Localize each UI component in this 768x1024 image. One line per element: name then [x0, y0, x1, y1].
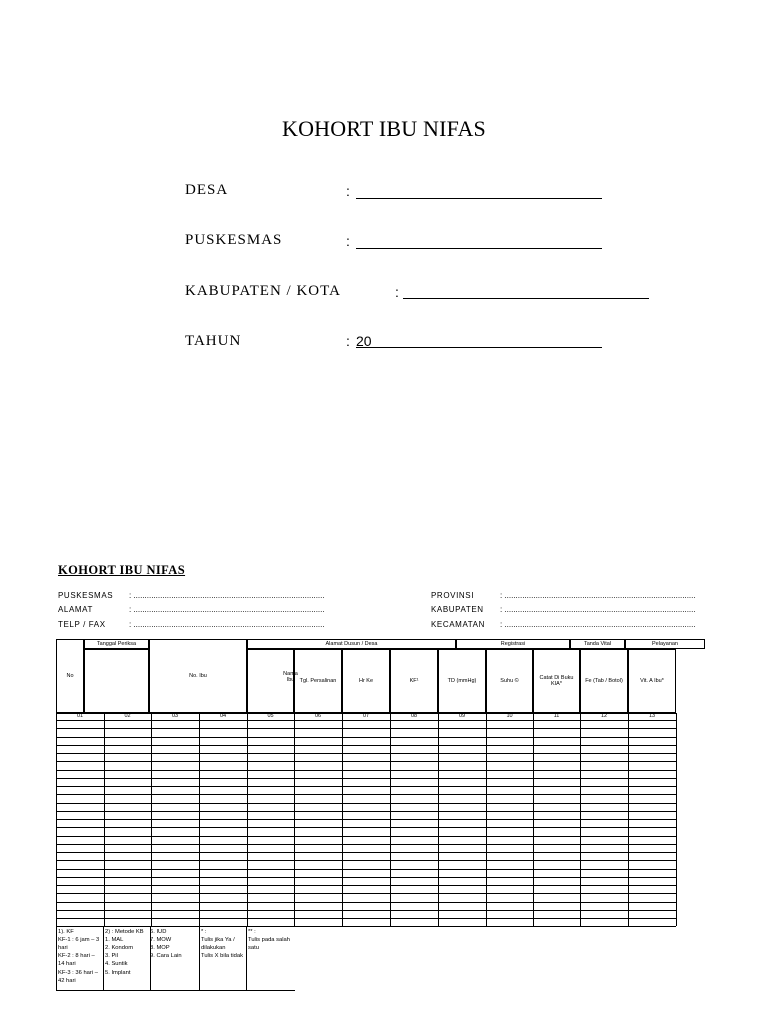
col-number: 03 [171, 713, 179, 719]
table-column-line [580, 713, 581, 926]
legend-kf: 1). KF KF-1 : 6 jam – 3 hari KF-2 : 8 hari – 14 hari KF-3 : 36 hari – 42 hari [56, 926, 104, 990]
table-row-line [56, 827, 676, 828]
form-provinsi-label: PROVINSI [431, 591, 475, 600]
table-row-line [56, 893, 676, 894]
header-fe: Fe (Tab / Botol) [580, 649, 628, 713]
tahun-field[interactable]: 20 [356, 333, 602, 348]
desa-colon: : [346, 183, 350, 199]
col-number: 05 [267, 713, 274, 719]
table-row-line [56, 852, 676, 853]
table-rule [56, 713, 676, 714]
table-row-line [56, 770, 676, 771]
table-row-line [56, 836, 676, 837]
table-column-line [342, 713, 343, 926]
col-number: 01 [76, 713, 84, 719]
form-telp-fax-label: TELP / FAX [58, 620, 106, 629]
kabupaten-kota-label: KABUPATEN / KOTA [185, 283, 341, 299]
puskesmas-colon: : [346, 233, 350, 249]
legend-metode-kb: 2) : Metode KB 1. MAL 2. Kondom 3. Pil 4. Suntik 5. Implant [104, 926, 151, 990]
col-number: 02 [124, 713, 131, 719]
table-row-line [56, 803, 676, 804]
puskesmas-field[interactable] [356, 234, 602, 249]
form-kecamatan-label: KECAMATAN [431, 620, 485, 629]
table-column-line [628, 713, 629, 926]
legend-double-star: ** : Tulis pada salah satu [248, 929, 290, 952]
header-registrasi: Registrasi [456, 639, 570, 649]
header-no: No [56, 639, 84, 713]
table-column-line [294, 713, 295, 926]
table-column-line [438, 713, 439, 926]
table-row-line [56, 918, 676, 919]
table-row-line [56, 844, 676, 845]
table-row-line [56, 737, 676, 738]
header-no-ibu: No. Ibu [149, 639, 247, 713]
header-tanda-vital: Tanda Vital [570, 639, 625, 649]
table-row-line [56, 811, 676, 812]
col-number: 04 [219, 713, 227, 719]
header-tgl-persalinan: Tgl. Persalinan [294, 649, 342, 713]
header-hr-ke: Hr Ke [342, 649, 390, 713]
table-row-line [56, 885, 676, 886]
table-row-line [56, 794, 676, 795]
table-row-line [56, 910, 676, 911]
form-title: KOHORT IBU NIFAS [58, 563, 186, 577]
table-column-line [199, 713, 200, 926]
table-row-line [56, 877, 676, 878]
table-row-line [56, 745, 676, 746]
table-row-line [56, 902, 676, 903]
legend-bottom-line [56, 990, 295, 991]
table-row-line [56, 869, 676, 870]
col-number: 09 [458, 713, 466, 719]
header-alamat: Alamat Dusun / Desa [247, 639, 456, 649]
header-pelayanan: Pelayanan [625, 639, 705, 649]
form-kabupaten-value[interactable]: : ...................................................................................... [500, 605, 696, 614]
col-number: 12 [600, 713, 608, 719]
table-row-line [56, 728, 676, 729]
table-column-line [533, 713, 534, 926]
form-puskesmas-value[interactable]: : ...................................................................................... [129, 591, 325, 600]
col-number: 13 [648, 713, 656, 719]
legend-metode-kb-cont: 6. IUD 7. MOW 8. MOP 9. Cara Lain [150, 929, 182, 960]
col-number: 07 [362, 713, 370, 719]
table-row-line [56, 860, 676, 861]
table-column-line [676, 713, 677, 926]
legend-star: * : Tulis jika Ya / dilakukan Tulis X bila tidak [199, 926, 247, 990]
header-tanggal-periksa: Tanggal Periksa [84, 639, 149, 649]
desa-label: DESA [185, 182, 229, 198]
table-column-line [390, 713, 391, 926]
table-row-line [56, 819, 676, 820]
form-kabupaten-label: KABUPATEN [431, 605, 484, 614]
puskesmas-label: PUSKESMAS [185, 232, 283, 248]
table-column-line [151, 713, 152, 926]
table-row-line [56, 786, 676, 787]
col-number: 10 [506, 713, 513, 719]
table-row-line [56, 720, 676, 721]
header-suhu: Suhu © [486, 649, 533, 713]
header-nama-ibu: Nama Ibu [247, 649, 294, 713]
header-td: TD (mmHg) [438, 649, 486, 713]
table-row-line [56, 778, 676, 779]
form-alamat-label: ALAMAT [58, 605, 94, 614]
kabupaten-kota-field[interactable] [403, 284, 649, 299]
table-column-line [247, 713, 248, 926]
header-tanggal-periksa-body [84, 649, 149, 713]
table-row-line [56, 753, 676, 754]
cover-title: KOHORT IBU NIFAS [282, 116, 486, 141]
form-alamat-value[interactable]: : ...................................................................................... [129, 605, 325, 614]
tahun-label: TAHUN [185, 333, 242, 349]
table-column-line [486, 713, 487, 926]
form-kecamatan-value[interactable]: : ...................................................................................... [500, 620, 696, 629]
col-number: 06 [314, 713, 322, 719]
tahun-colon: : [346, 333, 350, 349]
desa-field[interactable] [356, 184, 602, 199]
header-catat-buku-kia: Catat Di Buku KIA* [533, 649, 580, 713]
kabupaten-kota-colon: : [395, 284, 399, 300]
header-vit-a: Vit. A Ibu* [628, 649, 676, 713]
form-puskesmas-label: PUSKESMAS [58, 591, 114, 600]
col-number: 08 [410, 713, 418, 719]
table-column-line [104, 713, 105, 926]
col-number: 11 [553, 713, 560, 719]
form-provinsi-value[interactable]: : ...................................................................................... [500, 591, 696, 600]
form-telp-fax-value[interactable]: : ...................................................................................... [129, 620, 325, 629]
header-kf: KF¹ [390, 649, 438, 713]
table-column-line [56, 713, 57, 926]
table-row-line [56, 761, 676, 762]
